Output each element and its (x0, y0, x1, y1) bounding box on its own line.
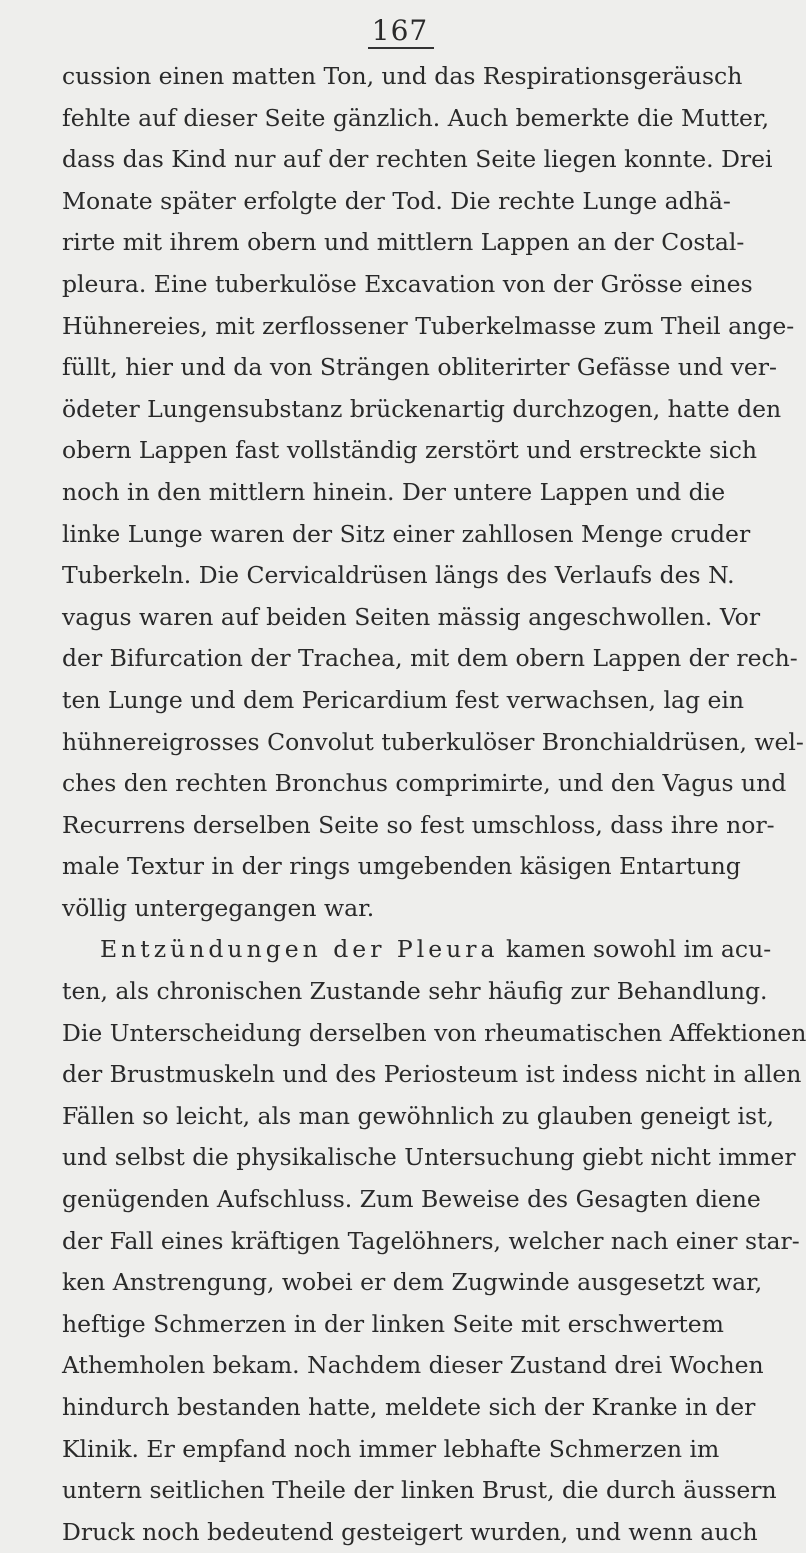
text-line: Recurrens derselben Seite so fest umschloss, dass ihre nor- (62, 810, 775, 839)
text-line: Druck noch bedeutend gesteigert wurden, und wenn auch (62, 1517, 758, 1546)
page-number-underline (368, 47, 434, 49)
text-line: der Brustmuskeln und des Periosteum ist indess nicht in allen (62, 1060, 802, 1089)
text-line: linke Lunge waren der Sitz einer zahllosen Menge cruder (62, 519, 751, 548)
text-line: rirte mit ihrem obern und mittlern Lappen an der Costal- (62, 228, 745, 257)
text-line: male Textur in der rings umgebenden käsigen Entartung (62, 852, 741, 881)
text-line: füllt, hier und da von Strängen obliterirter Gefässe und ver- (62, 353, 777, 382)
text-line: der Fall eines kräftigen Tagelöhners, welcher nach einer star- (62, 1226, 800, 1255)
text-line: Klinik. Er empfand noch immer lebhafte Schmerzen im (62, 1434, 720, 1463)
text-line: vagus waren auf beiden Seiten mässig angeschwollen. Vor (62, 602, 761, 631)
text-line: cussion einen matten Ton, und das Respirationsgeräusch (62, 62, 743, 90)
text-line: Monate später erfolgte der Tod. Die rechte Lunge adhä- (62, 186, 731, 215)
text-line: Athemholen bekam. Nachdem dieser Zustand drei Wochen (62, 1351, 764, 1380)
text-line: fehlte auf dieser Seite gänzlich. Auch bemerkte die Mutter, (62, 103, 770, 132)
text-line: untern seitlichen Theile der linken Brust, die durch äussern (62, 1476, 777, 1505)
text-line: Tuberkeln. Die Cervicaldrüsen längs des Verlaufs des N. (62, 561, 735, 590)
text-line: Fällen so leicht, als man gewöhnlich zu glauben geneigt ist, (62, 1101, 774, 1130)
section-lead-spaced: Entzündungen der Pleura (100, 935, 499, 964)
page-number: 167 (371, 14, 429, 47)
text-line: obern Lappen fast vollständig zerstört und erstreckte sich (62, 436, 757, 465)
text-line: und selbst die physikalische Untersuchung giebt nicht immer (62, 1143, 796, 1172)
text-line: genügenden Aufschluss. Zum Beweise des Gesagten diene (62, 1185, 761, 1214)
text-line: ches den rechten Bronchus comprimirte, und den Vagus und (62, 769, 787, 798)
text-line: ken Anstrengung, wobei er dem Zugwinde ausgesetzt war, (62, 1268, 763, 1297)
text-line: Die Unterscheidung derselben von rheumatischen Affektionen (62, 1018, 806, 1047)
body-text (62, 56, 806, 1553)
text-line: pleura. Eine tuberkulöse Excavation von der Grösse eines (62, 269, 753, 298)
text-line: der Bifurcation der Trachea, mit dem obern Lappen der rech- (62, 644, 798, 673)
text-line: heftige Schmerzen in der linken Seite mit erschwertem (62, 1309, 724, 1338)
text-fragment: kamen sowohl im acu- (498, 935, 772, 964)
text-line: ten, als chronischen Zustande sehr häufig zur Behandlung. (62, 977, 768, 1006)
text-line: dass das Kind nur auf der rechten Seite liegen konnte. Drei (62, 145, 773, 174)
paragraph-end-line: völlig untergegangen war. (62, 893, 375, 922)
text-line: ödeter Lungensubstanz brückenartig durchzogen, hatte den (62, 394, 782, 423)
text-line: hindurch bestanden hatte, meldete sich der Kranke in der (62, 1393, 756, 1421)
text-line: noch in den mittlern hinein. Der untere Lappen und die (62, 477, 726, 506)
text-line: Hühnereies, mit zerflossener Tuberkelmasse zum Theil ange- (62, 311, 795, 340)
paragraph-start-line (62, 929, 772, 971)
text-line: ten Lunge und dem Pericardium fest verwachsen, lag ein (62, 685, 745, 714)
text-line: hühnereigrosses Convolut tuberkulöser Bronchialdrüsen, wel- (62, 727, 804, 756)
